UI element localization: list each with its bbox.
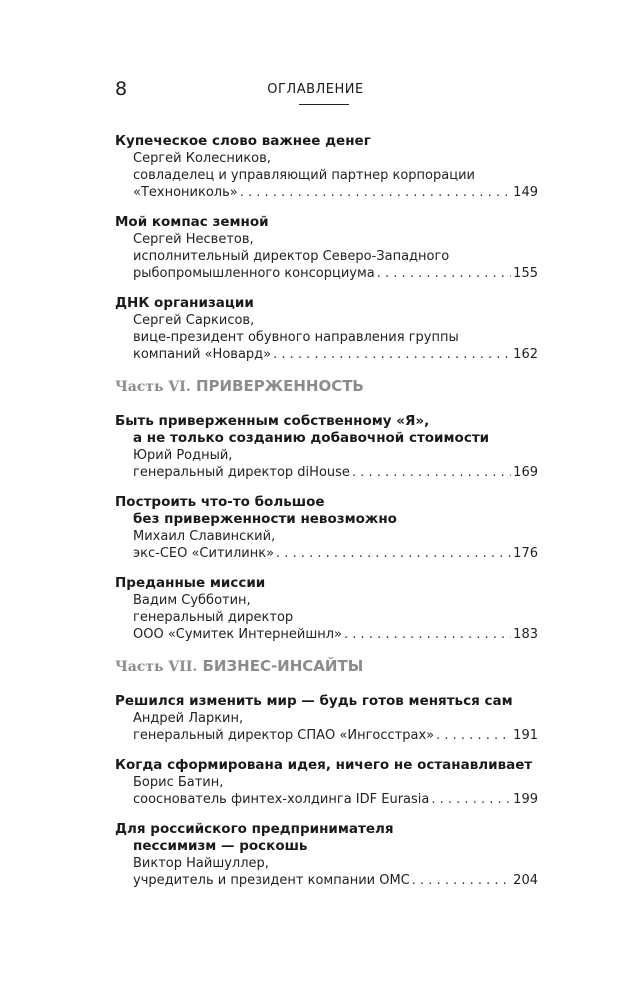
entry-title [115,295,538,312]
page-ref: 204 [513,873,538,888]
entry-title [115,133,538,150]
toc-entry[interactable] [115,295,538,363]
entry-title [115,693,538,710]
entry-title [115,821,538,855]
dot-leader [436,727,511,744]
entry-role: вице-президент обувного направления группы [133,330,459,345]
entry-role-last: ООО «Сумитек Интернейшнл» [133,627,343,642]
entry-title-line: Для российского предпринимателя [115,821,394,837]
page-ref: 155 [513,266,538,281]
entry-title-line: Мой компас земной [115,214,269,230]
toc-entry[interactable] [115,575,538,643]
entry-role-last: компаний «Новард» [133,347,272,362]
entry-title-line: Когда сформирована идея, ничего не останавливает [115,757,533,773]
toc-entry[interactable] [115,494,538,562]
entry-role: генеральный директор [133,610,294,625]
dot-leader [431,791,511,808]
entry-leader-line [115,184,538,201]
running-header: ОГЛАВЛЕНИЕ [267,82,364,97]
entry-title-line: Построить что-то большое [115,494,325,510]
page-ref: 162 [513,347,538,362]
entry-leader-line [115,545,538,562]
part-name: ПРИВЕРЖЕННОСТЬ [195,377,364,395]
page-ref: 149 [513,185,538,200]
entry-title-line: Решился изменить мир — будь готов меняться сам [115,693,513,709]
entry-leader-line [115,346,538,363]
entry-title [115,214,538,231]
entry-title-line: пессимизм — роскошь [133,838,308,854]
entry-author: Сергей Колесников, [133,151,271,166]
toc-entry[interactable] [115,693,538,744]
entry-title [115,494,538,528]
entry-author: Сергей Саркисов, [133,313,255,328]
page-ref: 191 [513,728,538,743]
entry-author: Борис Батин, [133,775,224,790]
entry-role-last: экс-CEO «Ситилинк» [133,546,275,561]
entry-title-line: Купеческое слово важнее денег [115,133,371,149]
dot-leader [377,265,511,282]
entry-title-line: Быть приверженным собственному «Я», [115,413,430,429]
entry-author: Виктор Найшуллер, [133,856,269,871]
entry-role-last: генеральный директор СПАО «Ингосстрах» [133,728,435,743]
dot-leader [344,626,511,643]
dot-leader [240,184,511,201]
page-ref: 176 [513,546,538,561]
entry-title [115,413,538,447]
toc-entry[interactable] [115,757,538,808]
part-heading [115,376,538,397]
entry-author: Вадим Субботин, [133,593,251,608]
part-name: БИЗНЕС-ИНСАЙТЫ [202,657,364,675]
entry-role-last: генеральный директор diHouse [133,465,350,480]
entry-title [115,757,538,774]
toc-entry[interactable] [115,413,538,481]
page-ref: 199 [513,792,538,807]
toc-entry[interactable] [115,821,538,889]
entry-leader-line [115,464,538,481]
entry-author: Андрей Ларкин, [133,711,244,726]
entry-title-line: ДНК организации [115,295,254,311]
page-ref: 169 [513,465,538,480]
page-number: 8 [115,78,128,100]
part-label: Часть VI. [115,379,191,395]
dot-leader [273,346,511,363]
toc-entry[interactable] [115,133,538,201]
entry-role-last: «Технониколь» [133,185,238,200]
entry-title-line: без приверженности невозможно [133,511,397,527]
entry-role: исполнительный директор Северо-Западного [133,249,450,264]
entry-author: Сергей Несветов, [133,232,254,247]
entry-leader-line [115,626,538,643]
entry-leader-line [115,265,538,282]
entry-role-last: рыбопромышленного консорциума [133,266,375,281]
toc-entry[interactable] [115,214,538,282]
entry-leader-line [115,872,538,889]
entry-author: Юрий Родный, [133,448,233,463]
entry-title [115,575,538,592]
part-heading [115,656,538,677]
entry-role-last: сооснователь финтех-холдинга IDF Eurasia [133,792,430,807]
entry-role: совладелец и управляющий партнер корпорации [133,168,475,183]
dot-leader [412,872,511,889]
page-ref: 183 [513,627,538,642]
entry-author: Михаил Славинский, [133,529,276,544]
header-rule [299,104,349,105]
part-label: Часть VII. [115,659,198,675]
dot-leader [276,545,511,562]
table-of-contents [115,133,538,902]
entry-title-line: а не только созданию добавочной стоимости [133,430,490,446]
entry-leader-line [115,791,538,808]
entry-title-line: Преданные миссии [115,575,266,591]
dot-leader [352,464,511,481]
entry-leader-line [115,727,538,744]
entry-role-last: учредитель и президент компании ОМС [133,873,410,888]
